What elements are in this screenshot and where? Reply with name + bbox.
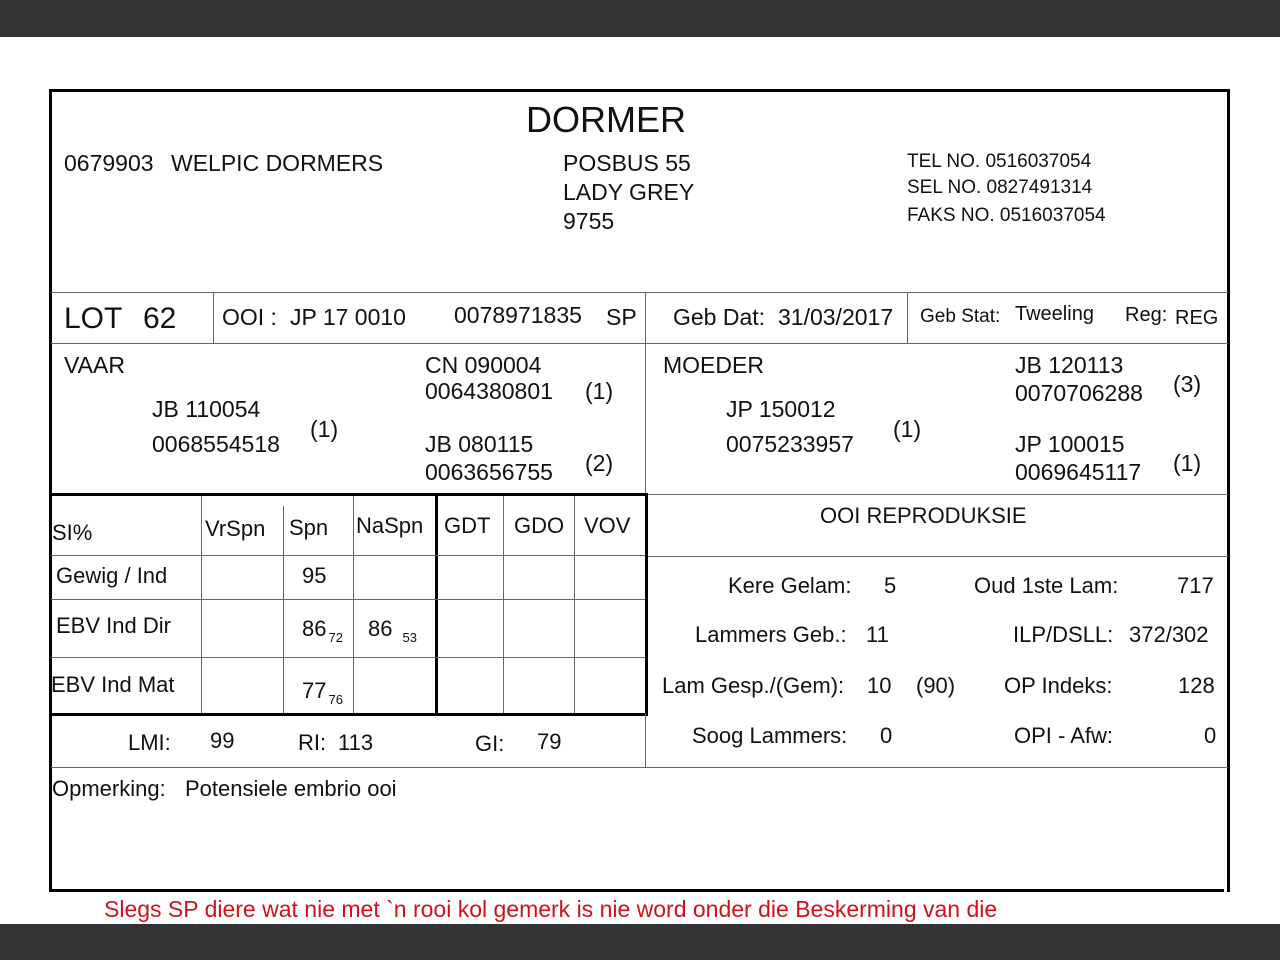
breeder-code: 0679903 <box>64 150 154 176</box>
lam-gesp-gem-value: (90) <box>916 673 956 698</box>
ebv-dir-naspn: 86 <box>368 616 393 641</box>
geb-stat-label: Geb Stat: <box>920 306 1001 327</box>
lmi-label: LMI: <box>128 730 171 755</box>
ebv-dir-spn-value <box>302 616 343 645</box>
address-line-2: LADY GREY <box>563 179 695 205</box>
gi-label: GI: <box>475 731 505 756</box>
row-label-ebv-mat: EBV Ind Mat <box>51 672 175 697</box>
divider <box>51 292 1228 293</box>
geb-stat-value: Tweeling <box>1015 303 1094 325</box>
ooi-id: JP 17 0010 <box>290 304 406 330</box>
lam-gesp-value: 10 <box>867 673 892 698</box>
opi-afw-label: OPI - Afw: <box>1014 723 1114 748</box>
divider <box>213 292 214 343</box>
faks-number: FAKS NO. 0516037054 <box>907 205 1106 226</box>
geb-dat-label: Geb Dat: <box>673 304 766 330</box>
kere-gelam-value: 5 <box>884 573 897 598</box>
remark-text: Potensiele embrio ooi <box>185 776 397 801</box>
divider <box>645 713 646 767</box>
si-border-top <box>51 493 648 496</box>
ri-label: RI: <box>298 730 327 755</box>
col-header-gdo: GDO <box>514 513 565 538</box>
si-border-mid <box>435 493 438 716</box>
oud-1ste-lam-value: 717 <box>1177 573 1214 598</box>
vaar-sire-count: (1) <box>585 378 614 404</box>
ebv-dir-spn-accuracy: 72 <box>328 630 343 645</box>
row-label-ebv-dir: EBV Ind Dir <box>56 613 171 638</box>
moeder-number: 0075233957 <box>726 431 854 457</box>
vaar-sire-number: 0064380801 <box>425 378 553 404</box>
ebv-dir-naspn-value <box>368 616 417 645</box>
ebv-dir-spn: 86 <box>302 616 327 641</box>
lot-number: 62 <box>143 302 177 335</box>
lammers-geb-label: Lammers Geb.: <box>695 622 847 647</box>
gewig-spn-value: 95 <box>302 563 327 588</box>
vaar-label: VAAR <box>64 352 125 378</box>
breeder-name: WELPIC DORMERS <box>171 150 384 176</box>
divider <box>51 599 645 600</box>
divider <box>503 496 504 713</box>
moeder-sire-id: JB 120113 <box>1015 352 1124 378</box>
soog-lammers-value: 0 <box>880 723 893 748</box>
protection-notice: Slegs SP diere wat nie met `n rooi kol gemerk is nie word onder die Beskerming van die <box>104 896 998 922</box>
opi-afw-value: 0 <box>1204 723 1217 748</box>
divider <box>907 292 908 343</box>
moeder-sire-number: 0070706288 <box>1015 380 1143 406</box>
card-border-left <box>49 89 52 892</box>
col-header-naspn: NaSpn <box>356 513 424 538</box>
divider <box>201 496 202 713</box>
ilp-dsll-label: ILP/DSLL: <box>1013 622 1114 647</box>
lammers-geb-value: 11 <box>866 622 889 647</box>
ooi-label: OOI : <box>222 304 277 330</box>
moeder-id: JP 150012 <box>726 396 836 422</box>
sel-number: SEL NO. 0827491314 <box>907 177 1093 198</box>
si-border-right <box>645 493 648 716</box>
moeder-dam-id: JP 100015 <box>1015 431 1125 457</box>
ebv-mat-spn: 77 <box>302 678 327 703</box>
tel-number: TEL NO. 0516037054 <box>907 151 1092 172</box>
divider <box>574 496 575 713</box>
ebv-dir-naspn-accuracy: 53 <box>402 630 417 645</box>
card-border-right <box>1227 89 1230 892</box>
si-corner-label: SI% <box>52 520 93 545</box>
ooi-reg-number: 0078971835 <box>454 302 582 328</box>
lam-gesp-label: Lam Gesp./(Gem): <box>662 673 845 698</box>
op-indeks-label: OP Indeks: <box>1004 673 1113 698</box>
kere-gelam-label: Kere Gelam: <box>728 573 852 598</box>
vaar-number: 0068554518 <box>152 431 280 457</box>
divider <box>645 494 1228 495</box>
vaar-id: JB 110054 <box>152 396 261 422</box>
reproduction-title: OOI REPRODUKSIE <box>820 503 1027 528</box>
moeder-label: MOEDER <box>663 352 764 378</box>
gi-value: 79 <box>537 729 562 754</box>
sp-flag: SP <box>606 304 637 330</box>
address-line-1: POSBUS 55 <box>563 150 691 176</box>
vaar-dam-count: (2) <box>585 450 614 476</box>
col-header-vov: VOV <box>584 513 631 538</box>
divider <box>645 292 646 494</box>
moeder-count: (1) <box>893 416 922 442</box>
divider <box>51 767 1228 768</box>
oud-1ste-lam-label: Oud 1ste Lam: <box>974 573 1119 598</box>
col-header-vrspn: VrSpn <box>205 516 266 541</box>
op-indeks-value: 128 <box>1178 673 1215 698</box>
vaar-count: (1) <box>310 416 339 442</box>
col-header-spn: Spn <box>289 515 329 540</box>
divider <box>51 343 1228 344</box>
divider <box>283 506 284 713</box>
lot-label: LOT <box>64 302 123 335</box>
remark-label: Opmerking: <box>52 776 166 801</box>
ri-value: 113 <box>338 730 374 755</box>
si-border-bottom <box>51 713 648 716</box>
address-line-3: 9755 <box>563 208 615 234</box>
ilp-dsll-value: 372/302 <box>1129 622 1209 647</box>
row-label-gewig: Gewig / Ind <box>56 563 168 588</box>
moeder-dam-count: (1) <box>1173 450 1202 476</box>
divider <box>51 657 645 658</box>
geb-dat-value: 31/03/2017 <box>778 304 894 330</box>
top-frame-bar <box>0 0 1280 37</box>
card-border-top <box>49 89 1230 92</box>
reg-value: REG <box>1175 307 1219 329</box>
reg-label: Reg: <box>1125 304 1168 326</box>
ebv-mat-spn-value <box>302 678 343 707</box>
moeder-dam-number: 0069645117 <box>1015 459 1142 485</box>
ebv-mat-spn-accuracy: 76 <box>328 692 343 707</box>
vaar-dam-number: 0063656755 <box>425 459 553 485</box>
divider <box>51 555 645 556</box>
vaar-dam-id: JB 080115 <box>425 431 534 457</box>
card-border-bottom <box>49 889 1224 892</box>
bottom-frame-bar <box>0 924 1280 960</box>
divider <box>353 496 354 713</box>
vaar-sire-id: CN 090004 <box>425 352 542 378</box>
divider <box>648 556 1228 557</box>
lmi-value: 99 <box>210 728 235 753</box>
col-header-gdt: GDT <box>444 513 491 538</box>
moeder-sire-count: (3) <box>1173 371 1202 397</box>
breed-title: DORMER <box>526 99 686 140</box>
soog-lammers-label: Soog Lammers: <box>692 723 848 748</box>
